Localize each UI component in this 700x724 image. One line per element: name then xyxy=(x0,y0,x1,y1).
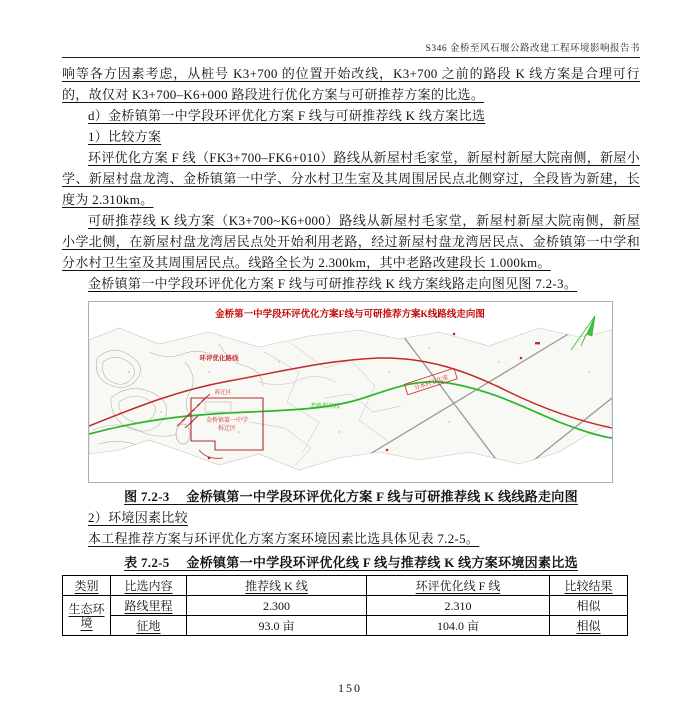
section-heading-d: d）金桥镇第一中学段环评优化方案 F 线与可研推荐线 K 线方案比选 xyxy=(88,108,486,123)
cell-f-value: 2.310 xyxy=(367,596,550,616)
school-label-line2: 拆迁区 xyxy=(217,426,237,432)
header-k-line: 推荐线 K 线 xyxy=(187,576,367,596)
page-content xyxy=(62,63,640,636)
old-road-label: 老路利用段 xyxy=(309,404,341,410)
header-item: 比选内容 xyxy=(111,576,187,596)
cell-result: 相似 xyxy=(550,596,628,616)
cell-f-value: 104.0 亩 xyxy=(367,616,550,636)
cell-category: 生态环境 xyxy=(63,596,111,636)
header-f-line: 环评优化线 F 线 xyxy=(367,576,550,596)
school-label-line1: 金桥镇第一中学 xyxy=(205,418,249,424)
cell-k-value: 93.0 亩 xyxy=(187,616,367,636)
route-map-figure xyxy=(88,301,613,483)
table-row xyxy=(63,596,628,616)
section-heading-1: 1）比较方案 xyxy=(88,129,162,144)
paragraph-figure-ref: 金桥镇第一中学段环评优化方案 F 线与可研推荐线 K 线方案线路走向图见图 7.2-3。 xyxy=(88,276,578,291)
cell-item: 征地 xyxy=(111,616,187,636)
cell-result: 相似 xyxy=(550,616,628,636)
paragraph-table-ref: 本工程推荐方案与环评优化方案方案环境因素比选具体见表 7.2-5。 xyxy=(88,531,480,546)
cell-item: 路线里程 xyxy=(111,596,187,616)
table-header-row xyxy=(63,576,628,596)
header-result: 比较结果 xyxy=(550,576,628,596)
svg-text:分水村卫生室: 分水村卫生室 xyxy=(413,375,450,392)
f-route-label: 环评优化路线 xyxy=(199,355,239,362)
section-heading-2: 2）环境因素比较 xyxy=(88,510,188,525)
comparison-table xyxy=(62,575,628,636)
table-row xyxy=(63,616,628,636)
demolition-small-label: 拆迁区 xyxy=(214,390,232,396)
map-title: 金桥第一中学段环评优化方案F线与可研推荐方案K线路线走向图 xyxy=(215,310,485,320)
cell-k-value: 2.300 xyxy=(187,596,367,616)
header-category: 类别 xyxy=(63,576,111,596)
paragraph-f-line: 环评优化方案 F 线（FK3+700–FK6+010）路线从新屋村毛家堂，新屋村新屋大院南侧，新屋小学、新屋村盘龙湾、金桥镇第一中学、分水村卫生室及其周围居民点北侧穿过，全段皆为新建，长度为 2.310km。 xyxy=(62,150,640,207)
page-header-title: S346 金桥至风石堰公路改建工程环境影响报告书 xyxy=(62,40,640,58)
page-number: 150 xyxy=(338,681,362,695)
figure-caption: 图 7.2-3 金桥镇第一中学段环评优化方案 F 线与可研推荐线 K 线线路走向图 xyxy=(124,489,578,504)
paragraph-k-line: 可研推荐线 K 线方案（K3+700~K6+000）路线从新屋村毛家堂，新屋村新屋大院南侧，新屋小学北侧，在新屋村盘龙湾居民点处开始利用老路，经过新屋村盘龙湾居民点、金桥镇第一中学和分水村卫生室及其周围居民点。线路全长为 2.300km，其中老路改建段长 1.000km。 xyxy=(62,213,640,270)
route-map-svg xyxy=(89,302,612,482)
paragraph-continuation: 响等各方因素考虑，从桩号 K3+700 的位置开始改线，K3+700 之前的路段 K 线方案是合理可行的，故仅对 K3+700–K6+000 路段进行优化方案与可研推荐方案的比选。 xyxy=(62,66,640,102)
table-caption: 表 7.2-5 金桥镇第一中学段环评优化线 F 线与推荐线 K 线方案环境因素比选 xyxy=(124,555,578,570)
